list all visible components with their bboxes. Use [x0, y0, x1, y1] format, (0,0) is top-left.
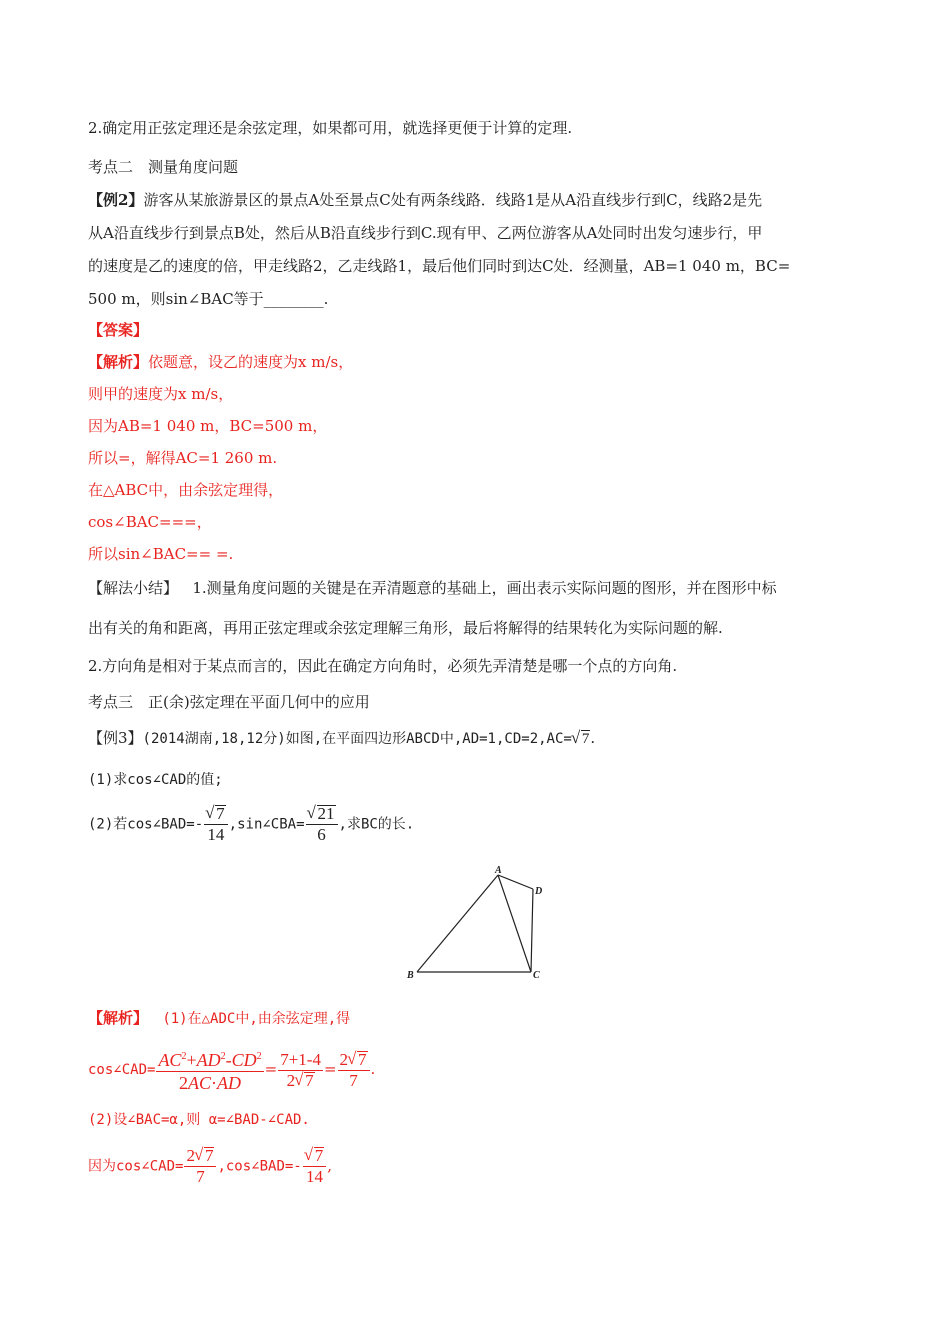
- fraction-sqrt7-over-14: √ $\frac{7}{14}$: [204, 804, 228, 845]
- example-2-text: 游客从某旅游景区的景点A处至景点C处有两条线路．线路1是从A沿直线步行到C，线路2是先: [143, 191, 763, 209]
- solution-line4: 所以=，解得AC=1 260 m.: [88, 449, 278, 467]
- fraction-law-of-cosines: $\frac{AC^2+AD^2-CD^2}{2AC\cdot AD}$: [156, 1046, 263, 1094]
- solution3-cos-formula: cos∠CAD= $\frac{AC^2+AD^2-CD^2}{2AC\cdot AD}$ = $\frac{7+1-4}{2√ 7}$ = $\frac{2√ 7}{7}$ .: [88, 1046, 375, 1094]
- solution3-line1: [88, 1008, 350, 1029]
- solution3-tag: 【解析】: [88, 1009, 149, 1027]
- example-2-line2: 从A沿直线步行到景点B处，然后从B沿直线步行到C.现有甲、乙两位游客从A处同时出发匀速步行，甲: [88, 224, 763, 242]
- solution-line6: cos∠BAC===，: [88, 513, 212, 531]
- cos-cad-prefix: cos∠CAD=: [88, 1062, 156, 1078]
- fraction-sqrt7-over-14-b: √ $\frac{7}{14}$: [303, 1146, 327, 1187]
- example-3-q1: (1)求cos∠CAD的值;: [88, 772, 223, 788]
- solution-text: 依题意，设乙的速度为x m/s，: [148, 353, 354, 371]
- solution3-line3: 因为cos∠CAD= $\frac{2√ 7}{7}$ ,cos∠BAD=- √ $\frac{7}{14}$ ,: [88, 1146, 332, 1187]
- answer-label: 【答案】: [88, 321, 149, 339]
- solution-tag: 【解析】: [88, 353, 149, 371]
- sqrt-7: √ 7: [572, 729, 591, 749]
- vertex-label-c: C: [533, 970, 540, 981]
- example-2-tag: 【例2】: [88, 191, 144, 209]
- summary-line1: [88, 578, 777, 598]
- q2-suffix: ,求BC的长.: [338, 816, 415, 833]
- vertex-label-a: A: [495, 865, 502, 876]
- q2-prefix: (2)若cos∠BAD=-: [88, 816, 204, 833]
- summary-text: 1.测量角度问题的关键是在弄清题意的基础上，画出表示实际问题的图形，并在图形中标: [192, 579, 777, 597]
- fraction-result: $\frac{2√ 7}{7}$: [338, 1050, 370, 1091]
- fraction-sqrt21-over-6: √ $\frac{21}{6}$: [306, 804, 338, 845]
- fraction-numeric: $\frac{7+1-4}{2√ 7}$: [278, 1050, 323, 1091]
- fraction-2sqrt7-over-7: $\frac{2√ 7}{7}$: [184, 1146, 216, 1187]
- q2-middle: ,sin∠CBA=: [228, 816, 305, 833]
- vertex-label-d: D: [535, 886, 543, 897]
- solution-line2: 则甲的速度为x m/s，: [88, 385, 234, 403]
- solution-line3: 因为AB=1 040 m，BC=500 m，: [88, 417, 328, 435]
- direction-angle-line: 2.方向角是相对于某点而言的，因此在确定方向角时，必须先弄清楚是哪一个点的方向角.: [88, 657, 678, 675]
- cos-cad-label: 因为cos∠CAD=: [88, 1158, 184, 1175]
- summary-line2: 出有关的角和距离，再用正弦定理或余弦定理解三角形，最后将解得的结果转化为实际问题的解.: [88, 619, 723, 637]
- quadrilateral-figure: [400, 860, 560, 985]
- example-2-line1: [88, 190, 762, 210]
- example-3-tag: 【例3】: [88, 729, 143, 747]
- tip-line: 2.确定用正弦定理还是余弦定理，如果都可用，就选择更便于计算的定理.: [88, 119, 573, 137]
- solution-line7: 所以sin∠BAC== =.: [88, 545, 234, 563]
- solution3-line2: (2)设∠BAC=α,则 α=∠BAD-∠CAD.: [88, 1112, 310, 1128]
- cos-bad-label: ,cos∠BAD=-: [217, 1158, 302, 1175]
- example-3-q2: [88, 804, 414, 845]
- example-3-text: (2014湖南,18,12分)如图,在平面四边形ABCD中,AD=1,CD=2,AC=: [142, 731, 572, 747]
- example-3-line1: 【例3】(2014湖南,18,12分)如图,在平面四边形ABCD中,AD=1,CD=2,AC=√ 7.: [88, 728, 595, 749]
- solution3-text: (1)在△ADC中,由余弦定理,得: [162, 1011, 351, 1027]
- summary-tag: 【解法小结】: [88, 579, 179, 597]
- section-heading-3: 考点三 正(余)弦定理在平面几何中的应用: [88, 693, 370, 711]
- example-2-line3: 的速度是乙的速度的倍，甲走线路2，乙走线路1，最后他们同时到达C处．经测量，AB=1 040 m，BC=: [88, 257, 791, 275]
- solution-line5: 在△ABC中，由余弦定理得，: [88, 481, 284, 499]
- solution-line1: [88, 352, 353, 372]
- section-heading-2: 考点二 测量角度问题: [88, 158, 239, 176]
- vertex-label-b: B: [407, 970, 414, 981]
- example-2-line4: 500 m，则sin∠BAC等于________.: [88, 290, 329, 308]
